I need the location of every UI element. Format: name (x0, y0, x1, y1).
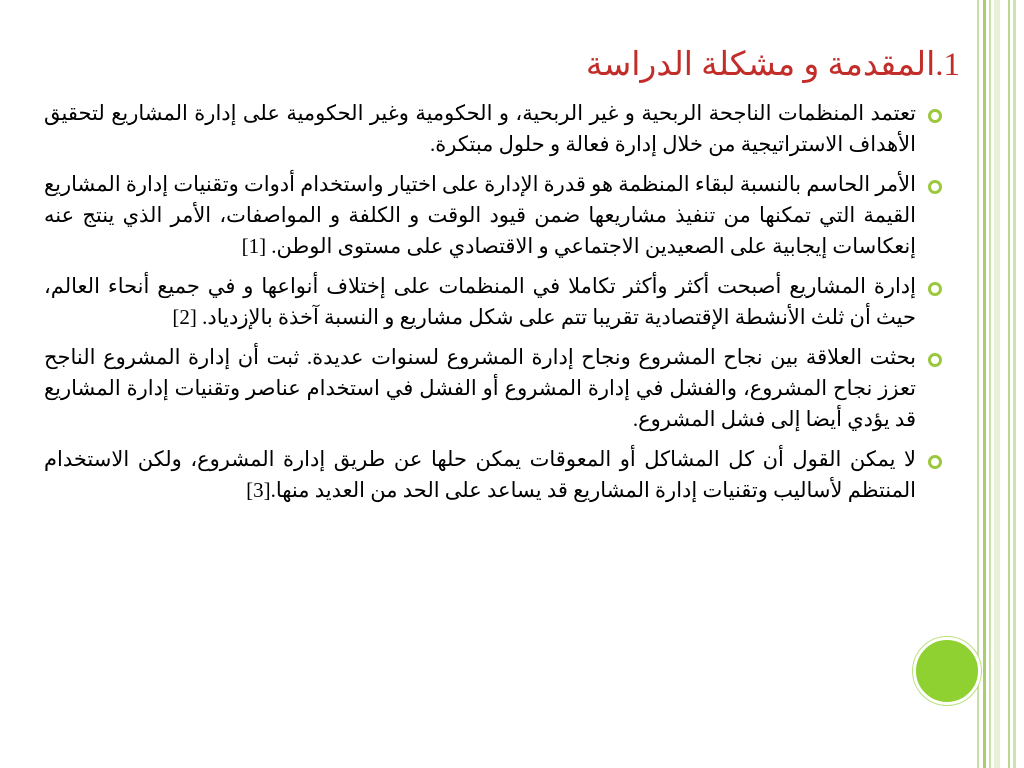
bullet-ring-icon (928, 180, 942, 194)
bullet-item (44, 169, 916, 262)
bullet-item (44, 444, 916, 506)
bullet-item (44, 271, 916, 333)
bullet-text: إدارة المشاريع أصبحت أكثر وأكثر تكاملا في المنظمات على إختلاف أنواعها و في جميع أنحاء العالم، حيث أن ثلث الأنشطة الإقتصادية تقريبا تتم على شكل مشاريع و النسبة آخذة بالإزدياد. [2] (44, 274, 916, 329)
border-line (989, 0, 991, 768)
bullet-text: تعتمد المنظمات الناجحة الربحية و غير الربحية، و الحكومية وغير الحكومية على إدارة المشاريع لتحقيق الأهداف الاستراتيجية من خلال إدارة فعالة و حلول مبتكرة. (44, 101, 916, 156)
border-line (1008, 0, 1010, 768)
bullet-item (44, 98, 916, 160)
border-line (977, 0, 979, 768)
border-line (1013, 0, 1016, 768)
border-line (994, 0, 1000, 768)
bullet-ring-icon (928, 282, 942, 296)
bullet-text: الأمر الحاسم بالنسبة لبقاء المنظمة هو قدرة الإدارة على اختيار واستخدام أدوات وتقنيات إدارة المشاريع القيمة التي تمكنها من تنفيذ مشاريعها ضمن قيود الوقت و الكلفة و المواصفات، الأمر الذي ينتج عنه إنعكاسات إيجابية على الصعيدين الاجتماعي و الاقتصادي على مستوى الوطن. [1] (43, 172, 916, 258)
bullet-text: بحثت العلاقة بين نجاح المشروع ونجاح إدارة المشروع لسنوات عديدة. ثبت أن إدارة المشروع الناجح تعزز نجاح المشروع، والفشل في إدارة المشروع أو الفشل في استخدام عناصر وتقنيات إدارة المشاريع قد يؤدي أيضا إلى فشل المشروع. (44, 345, 916, 431)
decorative-border (976, 0, 1024, 768)
bullet-ring-icon (928, 109, 942, 123)
decorative-circle (913, 637, 981, 705)
slide-title: 1.المقدمة و مشكلة الدراسة (585, 47, 960, 83)
bullet-list (44, 98, 916, 515)
bullet-ring-icon (928, 353, 942, 367)
bullet-text: لا يمكن القول أن كل المشاكل أو المعوقات يمكن حلها عن طريق إدارة المشروع، ولكن الاستخدام المنتظم لأساليب وتقنيات إدارة المشاريع قد يساعد على الحد من العديد منها.[3] (44, 447, 916, 502)
border-line (983, 0, 986, 768)
bullet-item (44, 342, 916, 435)
bullet-ring-icon (928, 455, 942, 469)
